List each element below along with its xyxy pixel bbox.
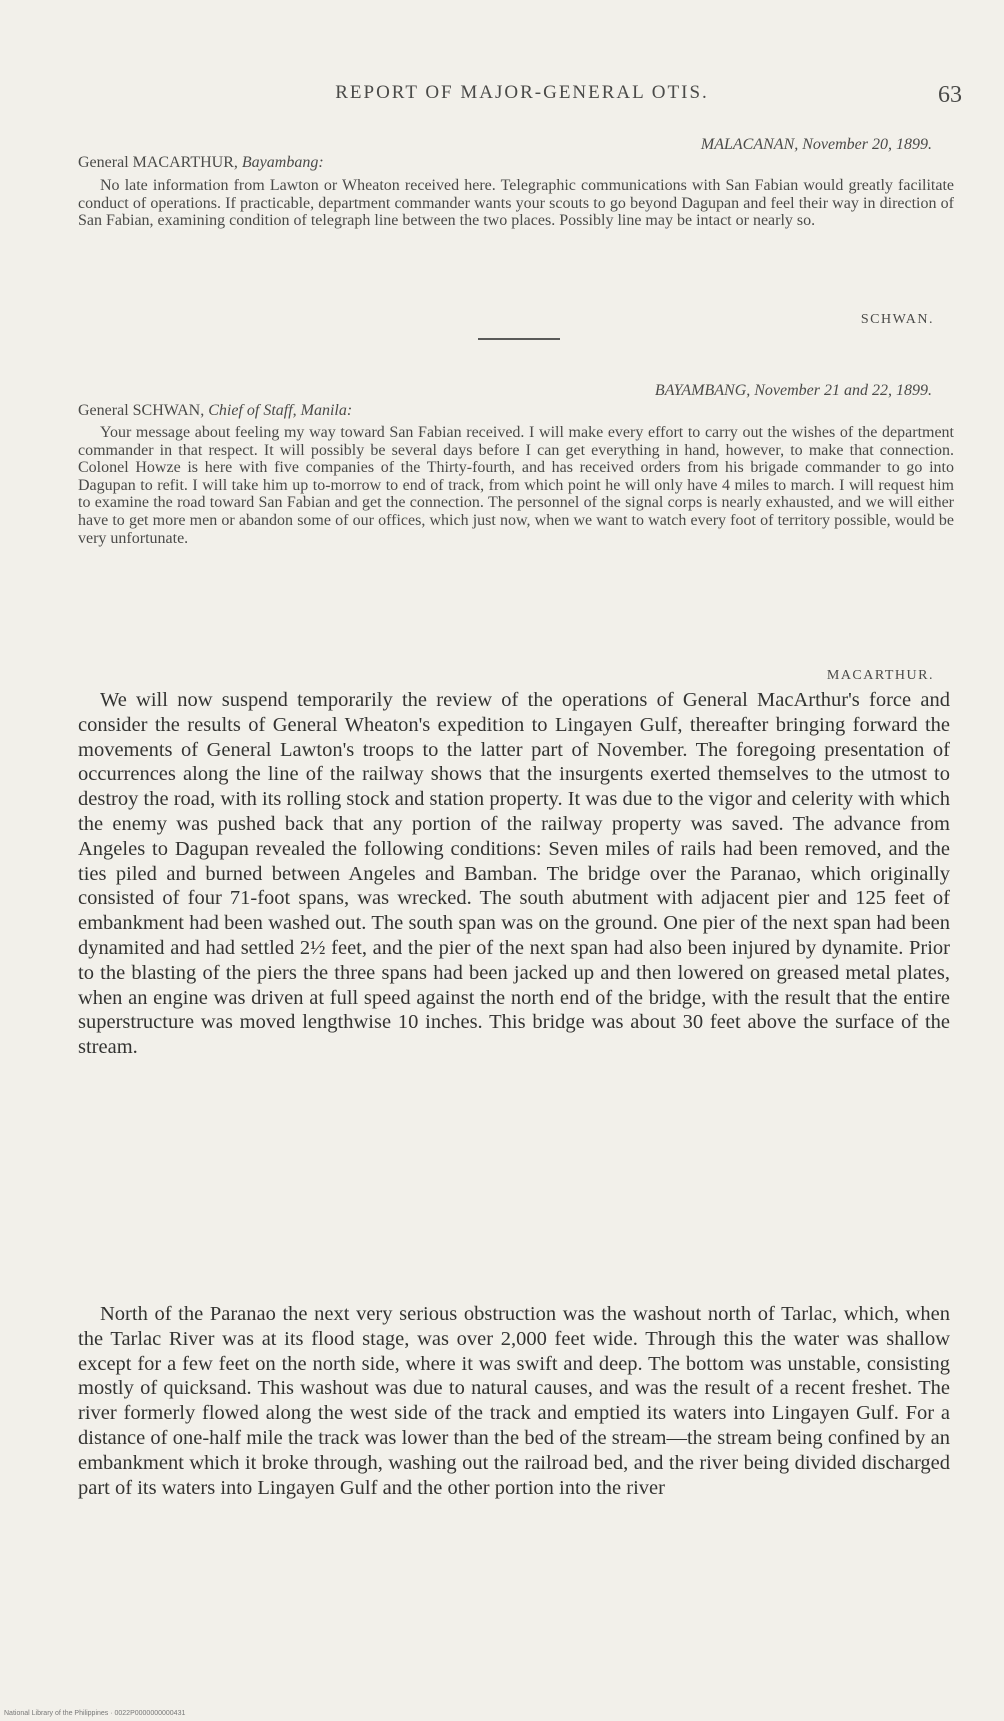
telegram1-signature: SCHWAN. [860,312,934,327]
telegram1-addressee-name: General MACARTHUR, [78,154,238,171]
telegram2-addressee [78,402,352,420]
telegram2-place-date: BAYAMBANG, November 21 and 22, 1899. [654,382,932,399]
telegram1-body: No late information from Lawton or Wheaton received here. Telegraphic communications with San Fabian would greatly facilitate conduct of operations. If practicable, department commander wants your scouts to go beyond Dagupan and feel their way in direction of San Fabian, examining condition of telegraph line between the two places. Possibly line may be intact or nearly so. [78,177,954,230]
body-paragraph-2: North of the Paranao the next very serious obstruction was the washout north of Tarlac, which, when the Tarlac River was at its flood stage, was over 2,000 feet wide. Through this the water was shallow except for a few feet on the north side, where it was swift and deep. The bottom was unstable, consisting mostly of quicksand. This washout was due to natural causes, and was the result of a recent freshet. The river formerly flowed along the west side of the track and emptied its waters into Lingayen Gulf. For a distance of one-half mile the track was lower than the bed of the stream—the stream being confined by an embankment which it broke through, washing out the railroad bed, and the river being divided discharged part of its waters into Lingayen Gulf and the other portion into the river [78,1303,950,1499]
scan-credit: National Library of the Philippines · 0022P0000000000431 [4,1710,186,1717]
telegram1-addressee [78,154,324,172]
telegram2-addressee-place: Chief of Staff, Manila: [208,402,353,419]
page-number: 63 [938,82,962,108]
telegram2-addressee-name: General SCHWAN, [78,402,205,419]
body-paragraph-1: We will now suspend temporarily the review of the operations of General MacArthur's force and consider the results of General Wheaton's expedition to Lingayen Gulf, thereafter bringing forward the movements of General Lawton's troops to the latter part of November. The foregoing presentation of occurrences along the line of the railway shows that the insurgents exerted themselves to the utmost to destroy the road, with its rolling stock and station property. It was due to the vigor and celerity with which the enemy was pushed back that any portion of the railway property was saved. The advance from Angeles to Dagupan revealed the following conditions: Seven miles of rails had been removed, and the ties piled and burned between Angeles and Bamban. The bridge over the Paranao, which originally consisted of four 71-foot spans, was wrecked. The south abutment with adjacent pier and 125 feet of embankment had been washed out. The south span was on the ground. One pier of the next span had been dynamited and had settled 2½ feet, and the pier of the next span had also been injured by dynamite. Prior to the blasting of the piers the three spans had been jacked up and then lowered on greased metal plates, when an engine was driven at full speed against the north end of the bridge, with the result that the entire superstructure was moved lengthwise 10 inches. This bridge was about 30 feet above the surface of the stream. [78,689,950,1059]
telegram2-body: Your message about feeling my way toward San Fabian received. I will make every effort to carry out the wishes of the department commander in that respect. It will possibly be several days before I can get everything in hand, however, to make that connection. Colonel Howze is here with five companies of the Thirty-fourth, and has received orders from his brigade commander to go into Dagupan to refit. I will take him up to-morrow to end of track, from which point he will only have 4 miles to march. I will request him to examine the road toward San Fabian and get the connection. The personnel of the signal corps is nearly exhausted, and we will either have to get more men or abandon some of our offices, which just now, when we want to watch every foot of territory possible, would be very unfortunate. [78,424,954,547]
telegram1-addressee-place: Bayambang: [241,154,324,171]
running-header: REPORT OF MAJOR-GENERAL OTIS. [335,82,709,103]
section-divider [478,338,560,340]
telegram1-place-date: MALACANAN, November 20, 1899. [700,136,932,153]
telegram2-signature: MACARTHUR. [826,668,934,683]
